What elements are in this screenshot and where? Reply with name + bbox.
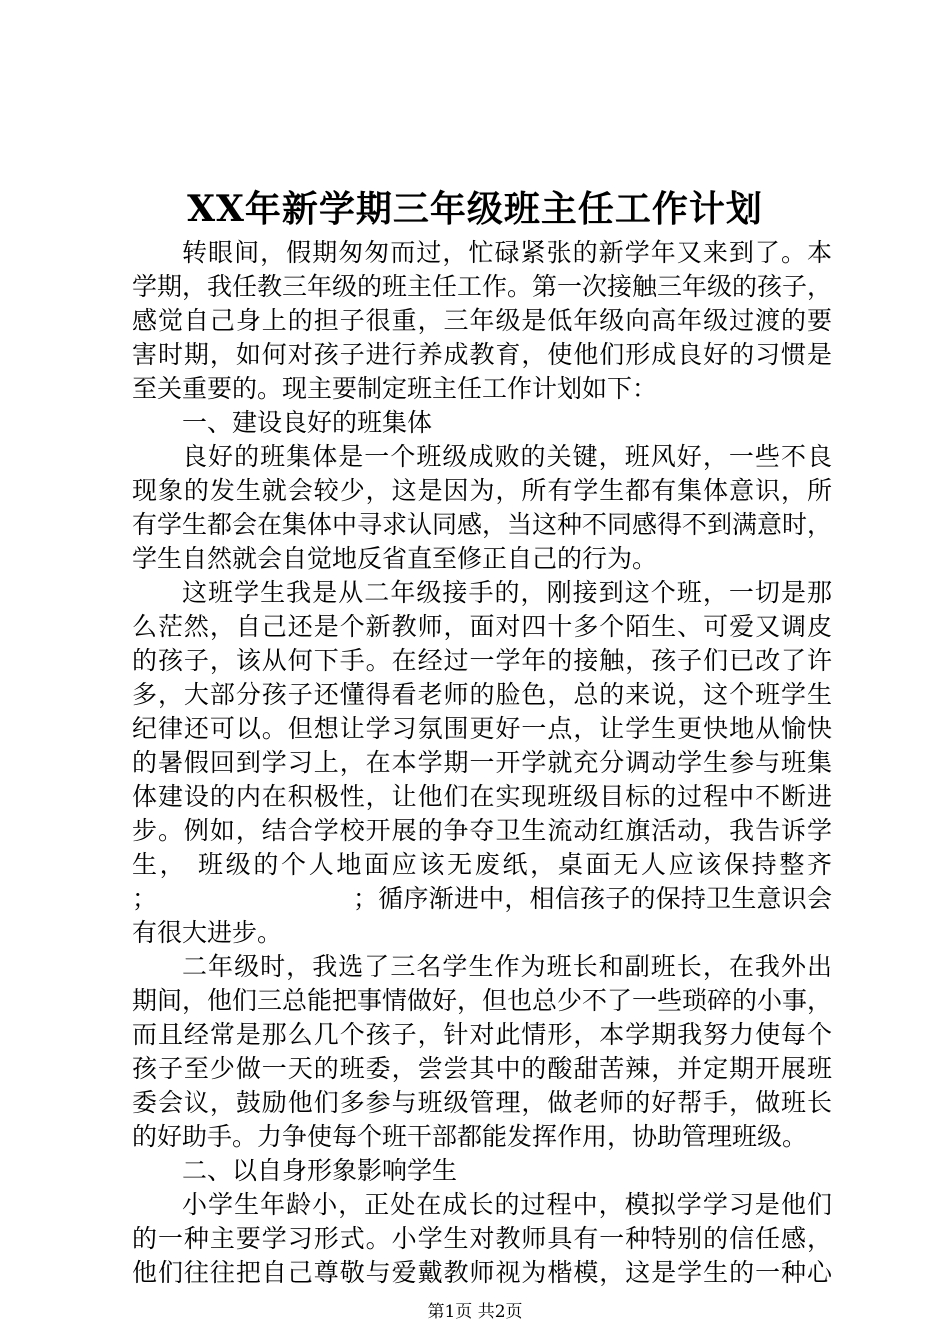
section-heading: 一、建设良好的班集体	[182, 408, 433, 437]
paragraph-line: 多，大部分孩子还懂得看老师的脸色，总的来说，这个班学生	[132, 680, 832, 709]
paragraph-line: 委会议，鼓励他们多参与班级管理，做老师的好帮手，做班长	[132, 1088, 832, 1117]
paragraph-line: 他们往往把自己尊敬与爱戴教师视为楷模，这是学生的一种心	[132, 1258, 832, 1287]
paragraph-line: 的暑假回到学习上，在本学期一开学就充分调动学生参与班集	[132, 748, 832, 777]
paragraph-line: 这班学生我是从二年级接手的，刚接到这个班，一切是那	[182, 578, 832, 607]
paragraph-line: 的一种主要学习形式。小学生对教师具有一种特别的信任感，	[132, 1224, 832, 1253]
paragraph-line: 体建设的内在积极性，让他们在实现班级目标的过程中不断进	[132, 782, 832, 811]
paragraph-line: 的孩子，该从何下手。在经过一学年的接触，孩子们已改了许	[132, 646, 832, 675]
paragraph-line: 生， 班级的个人地面应该无废纸，桌面无人应该保持整齐	[132, 850, 832, 879]
section-heading: 二、以自身形象影响学生	[182, 1156, 458, 1185]
document-title: XX年新学期三年级班主任工作计划	[187, 188, 763, 230]
paragraph-line: 步。例如，结合学校开展的争夺卫生流动红旗活动，我告诉学	[132, 816, 832, 845]
paragraph-line: 二年级时，我选了三名学生作为班长和副班长，在我外出	[182, 952, 832, 981]
paragraph-line: 现象的发生就会较少，这是因为，所有学生都有集体意识，所	[132, 476, 832, 505]
paragraph-line: 学生自然就会自觉地反省直至修正自己的行为。	[132, 544, 658, 573]
paragraph-line: 转眼间，假期匆匆而过，忙碌紧张的新学年又来到了。本	[182, 238, 832, 267]
paragraph-line: ； ；循序渐进中，相信孩子的保持卫生意识会	[132, 884, 832, 913]
paragraph-line: 有学生都会在集体中寻求认同感，当这种不同感得不到满意时，	[132, 510, 833, 539]
paragraph-line: 至关重要的。现主要制定班主任工作计划如下：	[132, 374, 658, 403]
paragraph-line: 小学生年龄小，正处在成长的过程中，模拟学学习是他们	[182, 1190, 832, 1219]
paragraph-line: 期间，他们三总能把事情做好，但也总少不了一些琐碎的小事，	[132, 986, 833, 1015]
page-footer: 第1页 共2页	[427, 1302, 523, 1322]
paragraph-line: 的好助手。力争使每个班干部都能发挥作用，协助管理班级。	[132, 1122, 808, 1151]
paragraph-line: 么茫然，自己还是个新教师，面对四十多个陌生、可爱又调皮	[132, 612, 832, 641]
paragraph-line: 有很大进步。	[132, 918, 283, 947]
paragraph-line: 纪律还可以。但想让学习氛围更好一点，让学生更快地从愉快	[132, 714, 832, 743]
paragraph-line: 害时期，如何对孩子进行养成教育，使他们形成良好的习惯是	[132, 340, 832, 369]
paragraph-line: 而且经常是那么几个孩子，针对此情形，本学期我努力使每个	[132, 1020, 832, 1049]
paragraph-line: 学期，我任教三年级的班主任工作。第一次接触三年级的孩子，	[132, 272, 833, 301]
paragraph-line: 感觉自己身上的担子很重，三年级是低年级向高年级过渡的要	[132, 306, 832, 335]
paragraph-line: 孩子至少做一天的班委，尝尝其中的酸甜苦辣，并定期开展班	[132, 1054, 832, 1083]
paragraph-line: 良好的班集体是一个班级成败的关键，班风好，一些不良	[182, 442, 832, 471]
